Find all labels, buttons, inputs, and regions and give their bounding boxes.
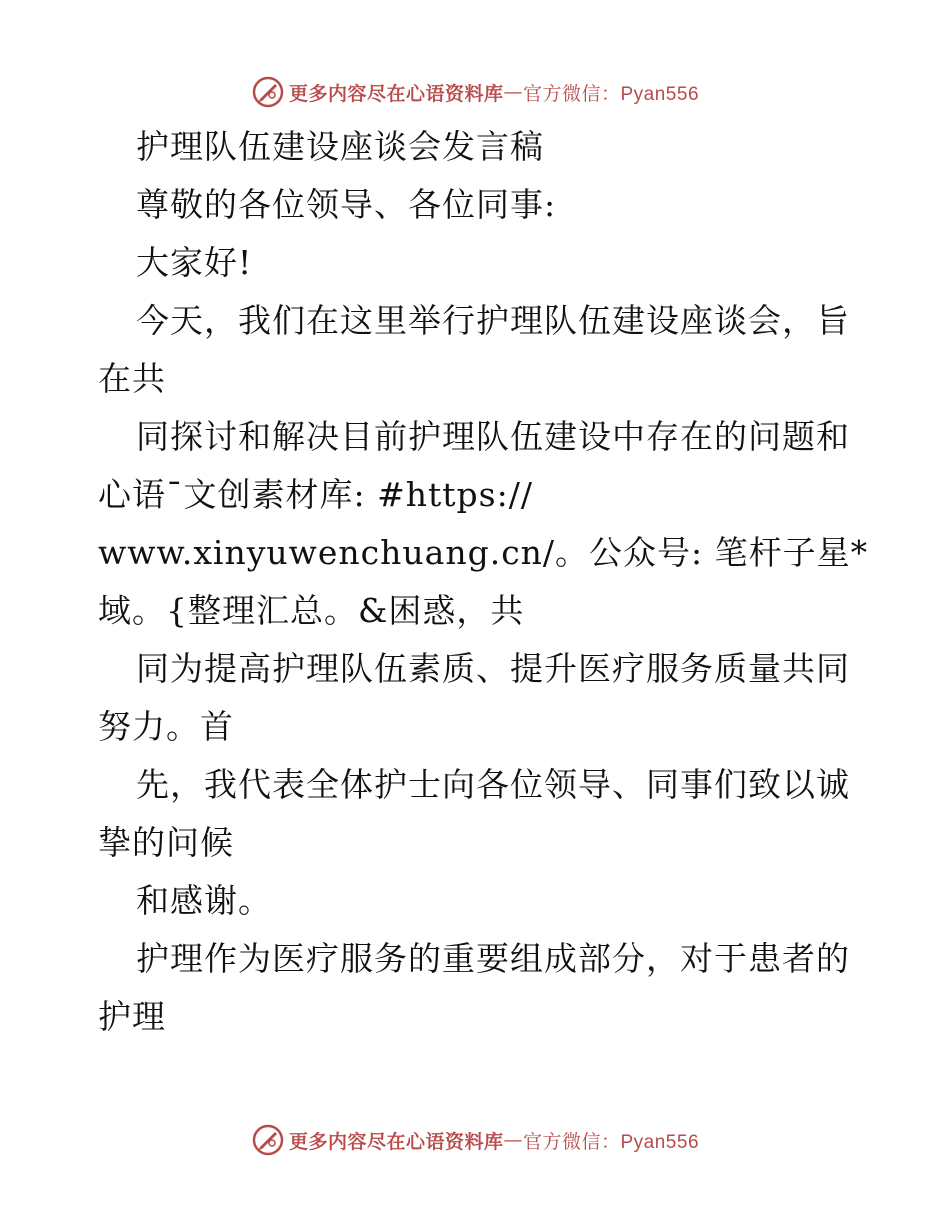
watermark-main-text: 更多内容尽在心语资料库 — [288, 82, 504, 105]
document-line: 挚的问候 — [98, 823, 234, 862]
document-line: 大家好! — [136, 243, 253, 282]
footer-watermark — [0, 1120, 950, 1160]
watermark-contact: 官方微信：Pyan556 — [523, 1131, 700, 1153]
watermark-contact: 官方微信：Pyan556 — [523, 83, 700, 105]
document-line: 域。{整理汇总。&困惑，共 — [98, 591, 525, 630]
document-line: 同为提高护理队伍素质、提升医疗服务质量共同 — [136, 649, 850, 688]
document-line: 尊敬的各位领导、各位同事: — [136, 185, 557, 224]
document-line: 同探讨和解决目前护理队伍建设中存在的问题和 — [136, 417, 850, 456]
watermark-separator: — — [503, 1129, 523, 1151]
document-line: 在共 — [98, 359, 166, 398]
document-line: 护理队伍建设座谈会发言稿 — [136, 127, 544, 166]
quill-pen-logo-icon — [251, 1123, 285, 1157]
watermark-separator: — — [503, 81, 523, 103]
quill-pen-logo-icon — [251, 75, 285, 109]
document-line: www.xinyuwenchuang.cn/。公众号: 笔杆子星* — [98, 533, 869, 572]
header-watermark — [0, 72, 950, 112]
document-line: 心语¯文创素材库: #https:// — [98, 475, 533, 514]
document-line: 先，我代表全体护士向各位领导、同事们致以诚 — [136, 765, 850, 804]
document-body — [98, 118, 869, 1046]
document-line: 和感谢。 — [136, 881, 272, 920]
document-line: 今天，我们在这里举行护理队伍建设座谈会，旨 — [136, 301, 850, 340]
document-line: 努力。首 — [98, 707, 234, 746]
document-line: 护理作为医疗服务的重要组成部分，对于患者的 — [136, 939, 850, 978]
watermark-main-text: 更多内容尽在心语资料库 — [288, 1130, 504, 1153]
document-line: 护理 — [98, 997, 166, 1036]
